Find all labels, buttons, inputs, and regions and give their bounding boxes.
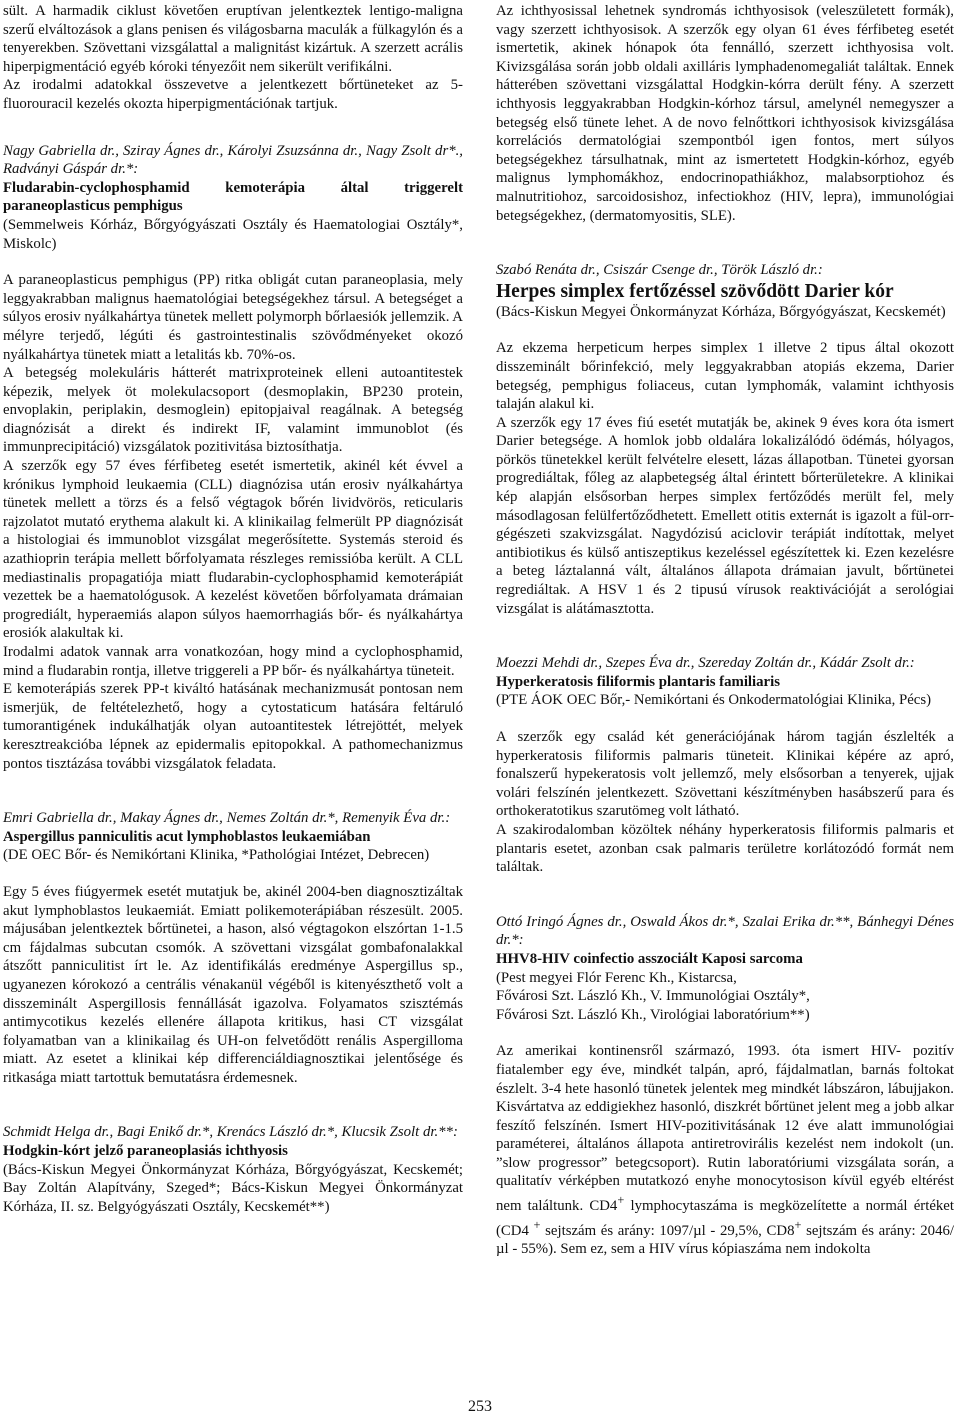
abstract-title: HHV8-HIV coinfectio asszociált Kaposi sarcoma [496, 950, 803, 967]
affiliation-line: (Pest megyei Flór Ferenc Kh., Kistarcsa, [496, 969, 737, 986]
abstract-title: Fludarabin-cyclophosphamid kemoterápia által triggerelt paraneoplasticus pemphigus [3, 179, 463, 215]
abstract-authors: Schmidt Helga dr., Bagi Enikő dr.*, Krenács László dr.*, Klucsik Zsolt dr.**: [3, 1124, 458, 1141]
abstract-authors: Moezzi Mehdi dr., Szepes Éva dr., Szereday Zoltán dr., Kádár Zsolt dr.: [496, 655, 915, 672]
abstract-paragraph: A szerzők egy család két generációjának három tagján észlelték a hyperkeratosis filiformis palmaris tüneteit. Klinikai képére az apró, fonalszerű hypekeratosis volt jellemző, mely elsősorban a tenyerek, ujjak volári felszínén jelentkezett. Szövettani készítményben hasábszerű para és orthokeratotikus szarutömeg volt látható. [496, 729, 954, 820]
continuation-paragraph: Az ichthyosissal lehetnek syndromás ichthyosisok (veleszületett formák), vagy szerzett ichthyosisok. A szerzők egy olyan 61 éves férfibeteg esetét ismertetik, akinek hónapok óta fennálló, szerzett ichthyosisa volt. Kivizsgálása során jobb oldali axilláris lymphadenomegaliát találtak. Ennek hátterében szövettani vizsgálattal Hodgkin-kórra derült fény. A szerzett ichthyosis leggyakrabban Hodgkin-kórhoz társul, amelynél nemegyszer a betegség első tünete lehet. A de novo felnőttkori ichthyosisok kivizsgálása korrelációs dermatológiai szempontból igen fontos, mert súlyos betegségekhez társulhatnak, mint az ismertetett Hodgkin-kórhoz, egyéb malignus lymphomákhoz, endocrinopathiákhoz, malabsorptiohoz és malnutritiohoz, sarcoidosishoz, infectiokhoz (HIV, lepra), immunológiai betegségekhez, (dermatomyositis, SLE). [496, 3, 954, 224]
page-number: 253 [468, 1398, 492, 1415]
text-run: lymphocytaszáma is megközelítette a normál értéket (CD4 [496, 1197, 954, 1239]
abstract-affiliation: (PTE ÁOK OEC Bőr,- Nemikórtani és Onkodermatológiai Klinika, Pécs) [496, 692, 932, 709]
abstract-title: Herpes simplex fertőzéssel szövődött Darier kór [496, 280, 894, 302]
abstract-paragraph: A paraneoplasticus pemphigus (PP) ritka obligát cutan paraneoplasia, mely leggyakrabban malignus haematológiai betegségekhez társul. A betegséget a súlyos erosiv nyálkahártya tünetek mellett polymorph bőrlaesiók jellemzik. A mélyre terjedő, légúti és gastrointestinalis szövődményeket okozó nyálkahártya tünetek miatt a letalitás kb. 70%-os. [3, 272, 463, 363]
abstract-title: Hodgkin-kórt jelző paraneoplasiás ichthyosis [3, 1143, 288, 1160]
abstract-affiliation: (Bács-Kiskun Megyei Önkormányzat Kórháza, Bőrgyógyászat, Kecskemét) [496, 303, 946, 320]
abstract-paragraph: Az ekzema herpeticum herpes simplex 1 illetve 2 tipus által okozott disszeminált bőrinfekció, mely leggyakrabban atopiás ekzema, Darier betegség, pemphigus foliaceus, cutan lymphomák, valamint ichthyosis talaján alakul ki. [496, 340, 954, 413]
superscript: + [794, 1217, 802, 1232]
abstract-affiliation: (DE OEC Bőr- és Nemikórtani Klinika, *Pathológiai Intézet, Debrecen) [3, 847, 430, 864]
right-column [496, 2, 954, 1259]
abstract-authors: Nagy Gabriella dr., Sziray Ágnes dr., Károlyi Zsuzsánna dr., Nagy Zsolt dr*., Radványi Gáspár dr.*: [3, 142, 463, 178]
abstract-authors: Szabó Renáta dr., Csiszár Csenge dr., Török László dr.: [496, 262, 823, 279]
abstract-paragraph: A szakirodalomban közöltek néhány hyperkeratosis filiformis palmaris et plantaris esetet, azonban csak palmaris területre korlátozódó formát nem találtak. [496, 821, 954, 876]
affiliation-line: Fővárosi Szt. László Kh., Virológiai laboratórium**) [496, 1006, 810, 1023]
abstract-authors: Ottó Iringó Ágnes dr., Oswald Ákos dr.*, Szalai Erika dr.**, Bánhegyi Dénes dr.*: [496, 913, 954, 949]
abstract-paragraph: E kemoterápiás szerek PP-t kiváltó hatásának mechanizmusát pontosan nem ismerjük, de feltételezhető, hogy a cytostaticum hatására feltáruló tumorantigének indukálhatják olyan autoantitestek létrejöttét, melyek keresztreakcióba lépnek az epidermalis epitopokkal. A pathomechanizmus pontos tisztázása további vizsgálatok feladata. [3, 681, 463, 772]
abstract-paragraph: Egy 5 éves fiúgyermek esetét mutatjuk be, akinél 2004-ben diagnosztizáltak akut lymphoblastos leukaemiát. Emiatt polikemoterápiában részesült. 2005. májusában jelentkeztek bőrtünetei, a hason, alsó végtagokon elszórtan 1-1.5 cm fájdalmas subcutan csomók. A szövettani vizsgálat gombafonalakkal átszőtt panniculitist írt le. Az identifikálás eredménye Aspergillus sp., ugyanezen kórokozó a centrális vénakanül végéből is kitenyészthető volt a disszeminált Aspergillosis fennállását igazolva. Folyamatos szisztémás antimycotikus kezelés ellenére állapota kritikus, hasi CT vizsgálat folyamatban van a klinikailag és UH-on felvetődött renális Aspergilloma miatt. Az esetet a klinikai kép differenciáldiagnosztikai jelentősége és ritkasága miatt tartottuk bemutatásra érdemesnek. [3, 883, 463, 1086]
abstract-paragraph [496, 1042, 954, 1258]
abstract-paragraph: A szerzők egy 57 éves férfibeteg esetét ismertetik, akinél két évvel a krónikus lymphoid leukaemia (CLL) diagnózisa után erosiv nyálkahártya tünetek mellett a törzs és a felső végtagok bőrén lividvörös, reticularis rajzolatot mutató erythema alakult ki. A klinikailag felmerült PP diagnózisát a histologiai és immunoblot vizsgálat megerősítette. Systemás steroid és azathioprin terápia mellett bőrfolyamata részleges remissióba került. A CLL mediastinalis propagatiója miatt fludarabin-cyclophosphamid kemoterápiát vezettek be a haematológusok. A kezelést követően bőrfolyamata drámaian progrediált, hyperaemiás alapon súlyos haemorrhagiás bőr- és nyálkahártya erosiók alakultak ki. [3, 458, 463, 642]
abstract-paragraph: A betegség molekuláris hátterét matrixproteinek elleni autoantitestek képezik, melyek öt molekulacsoport (desmoplakin, BP230 protein, envoplakin, periplakin, desmoglein) epitopjaival reagálnak. A betegség diagnózisát a direkt és indirekt IF, valamint immunoblot (és immunprecipitáció) vizsgálatok pozitivitása biztosíthatja. [3, 365, 463, 456]
abstract-paragraph: Irodalmi adatok vannak arra vonatkozóan, hogy mind a cyclophosphamid, mind a fludarabin rontja, illetve triggereli a PP bőr- és nyálkahártya tüneteit. [3, 644, 463, 679]
affiliation-line: Fővárosi Szt. László Kh., V. Immunológiai Osztály*, [496, 988, 810, 1005]
intro-paragraph: sült. A harmadik ciklust követően eruptívan jelentkeztek lentigo-maligna szerű elváltozások a glans penisen és világosbarna maculák a fülkagylón és a tenyerekben. Szövettani vizsgálattal a malignitást kizártuk. A szerzett acrális hiperpigmentáció egyéb kóroki tényezőit nem sikerült verifikálni. [3, 3, 463, 75]
left-column [3, 2, 463, 1216]
abstract-title: Hyperkeratosis filiformis plantaris familiaris [496, 673, 780, 690]
text-run: sejtszám és arány: 1097/µl - 29,5%, CD8 [540, 1222, 795, 1239]
abstract-affiliation: (Semmelweis Kórház, Bőrgyógyászati Osztály és Haematologiai Osztály*, Miskolc) [3, 216, 463, 252]
text-run: sejtszám és arány: 2046/µl - 55%). Sem ez, sem a HIV vírus kópiaszáma nem indokolta [496, 1222, 954, 1258]
superscript: + [617, 1193, 625, 1208]
superscript: + [533, 1217, 541, 1232]
abstract-authors: Emri Gabriella dr., Makay Ágnes dr., Nemes Zoltán dr.*, Remenyik Éva dr.: [3, 810, 451, 827]
abstract-affiliation: (Bács-Kiskun Megyei Önkormányzat Kórháza, Bőrgyógyászat, Kecskemét; Bay Zoltán Alapítvány, Szeged*; Bács-Kiskun Megyei Önkormányzat Kórháza, II. sz. Belgyógyászati Osztály, Kecskemét**) [3, 1161, 463, 1215]
text-run: Az amerikai kontinensről származó, 1993. óta ismert HIV- pozitív fiatalember egy éve, mindkét talpán, apró, fájdalmatlan, barnás foltokat észlelt. 3-4 hete hasonló tünetek jelentek meg mindkét lábszáron, lábujjakon. Kisvártatva az eddigiekhez hasonló, diszkrét bőrtünet jelent meg a jobb alkar feszítő felszínén. Ismert HIV-pozitivitásának 12 éve alatt immunológiai paraméterei, általános állapota antiretrovirális kezelést nem indokolt (un. ”slow progressor” betegcsoport). Rutin laboratóriumi vizsgálata során, a qualitatív vérképben mutatkozó enyhe monocytosison kívül egyéb eltérést nem találtunk. CD4 [496, 1043, 954, 1214]
abstract-title: Aspergillus panniculitis acut lymphoblastos leukaemiában [3, 828, 371, 845]
abstract-paragraph: A szerzők egy 17 éves fiú esetét mutatják be, akinek 9 éves kora óta ismert Darier betegsége. A homlok jobb oldalára lokalizálódó ödémás, hólyagos, pörkös tünetekkel került felvételre elesett, lázas állapotban. Tünetei gyorsan progrediáltak, főleg az alapbetegség által érintett bőrterületekre. A klinikai kép alapján elsősorban herpes simplex fertőződés merült fel, mely másodlagosan felülfertőződhetett. Emellett otitis externát is igazolt a fül-orr-gégészeti szakvizsgálat. Nagydózisú aciclovir terápiát indítottak, melyet antibiotikus és külső antiszeptikus kezeléssel egészítettek ki. Ezen kezelésre a beteg láztalanná vált, általános állapota drámaian javult, bőrtünetei regrediáltak. A HSV 1 és 2 tipusú vírusok reaktivációját a serológiai vizsgálat is alátámasztotta. [496, 414, 954, 617]
intro-paragraph: Az irodalmi adatokkal összevetve a jelentkezett bőrtüneteket az 5-fluorouracil kezelés okozta hiperpigmentációnak tartjuk. [3, 77, 463, 112]
